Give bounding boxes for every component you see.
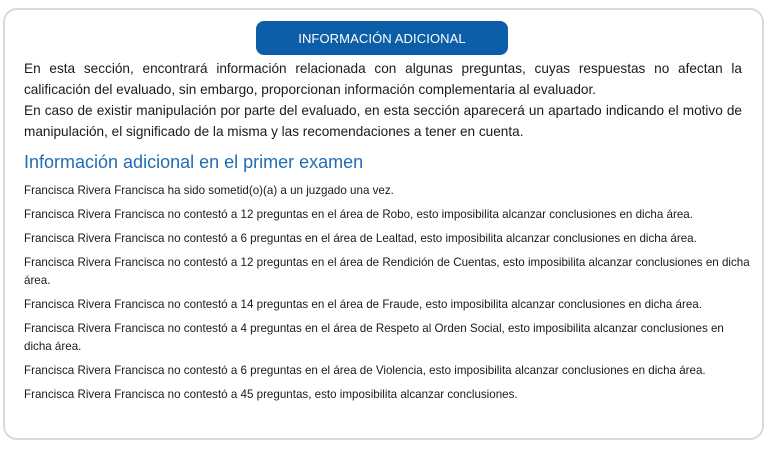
info-list [24,182,754,410]
list-item: Francisca Rivera Francisca ha sido sometid(o)(a) a un juzgado una vez. [24,184,394,197]
list-item: Francisca Rivera Francisca no contestó a 45 preguntas, esto imposibilita alcanzar conclusiones. [24,388,518,401]
section-header-label: INFORMACIÓN ADICIONAL [298,30,466,46]
intro-text [24,58,742,142]
intro-paragraph-2: En caso de existir manipulación por parte del evaluado, en esta sección aparecerá un apartado indicando el motivo de manipulación, el significado de la misma y las recomendaciones a tener en cuenta. [24,103,742,139]
section-header [256,21,508,55]
intro-paragraph-1: En esta sección, encontrará información relacionada con algunas preguntas, cuyas respuestas no afectan la calificación del evaluado, sin embargo, proporcionan información complementaria al evaluador. [24,61,742,97]
list-item: Francisca Rivera Francisca no contestó a 12 preguntas en el área de Robo, esto imposibilita alcanzar conclusiones en dicha área. [24,208,693,221]
list-item: Francisca Rivera Francisca no contestó a 12 preguntas en el área de Rendición de Cuentas, esto imposibilita alcanzar conclusiones en dicha área. [24,256,750,287]
list-item: Francisca Rivera Francisca no contestó a 14 preguntas en el área de Fraude, esto imposibilita alcanzar conclusiones en dicha área. [24,298,702,311]
exam-section-title: Información adicional en el primer examen [24,152,364,172]
list-item: Francisca Rivera Francisca no contestó a 6 preguntas en el área de Violencia, esto imposibilita alcanzar conclusiones en dicha área. [24,364,706,377]
list-item: Francisca Rivera Francisca no contestó a 4 preguntas en el área de Respeto al Orden Social, esto imposibilita alcanzar conclusiones en dicha área. [24,322,724,353]
list-item: Francisca Rivera Francisca no contestó a 6 preguntas en el área de Lealtad, esto imposibilita alcanzar conclusiones en dicha área. [24,232,697,245]
